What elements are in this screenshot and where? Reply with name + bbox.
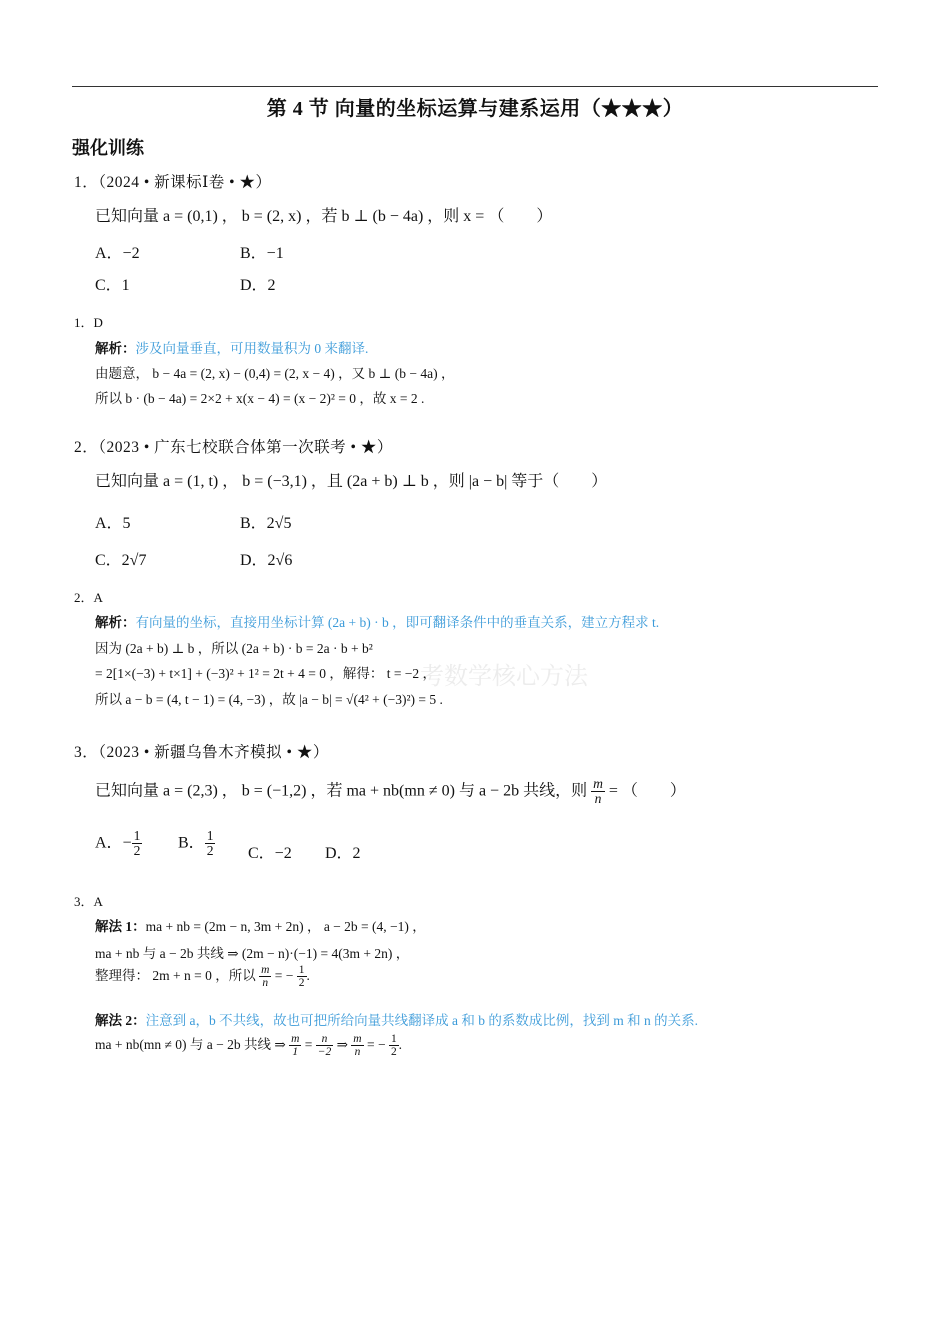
analysis-label: 解析： bbox=[95, 615, 136, 630]
stem-end: = （ ） bbox=[608, 782, 686, 800]
period: . bbox=[306, 968, 310, 983]
fraction bbox=[316, 1033, 333, 1058]
question-2-stem: 已知向量 a = (1, t) ， b = (−3,1) ，且 (2a + b) ⊥ b ，则 |a − b| 等于（ ） bbox=[95, 473, 608, 490]
numerator: m bbox=[261, 964, 270, 977]
numerator: m bbox=[593, 776, 603, 791]
option-b-label: B． bbox=[178, 834, 205, 852]
fraction bbox=[351, 1033, 363, 1058]
numerator: m bbox=[291, 1033, 300, 1046]
denominator: −2 bbox=[317, 1046, 332, 1059]
numerator: 1 bbox=[133, 828, 141, 843]
analysis-note: 有向量的坐标，直接用坐标计算 (2a + b) · b ，即可翻译条件中的垂直关系，建立方程求 t. bbox=[135, 615, 660, 630]
watermark: 考数学核心方法 bbox=[420, 662, 588, 690]
section-heading: 强化训练 bbox=[72, 138, 144, 158]
method-2-line-1 bbox=[95, 1009, 698, 1029]
numerator: 1 bbox=[390, 1033, 397, 1046]
method-1-line-2: ma + nb 与 a − 2b 共线 ⇒ (2m − n)·(−1) = 4(3m + 2n) ， bbox=[95, 946, 410, 961]
page-title: 第 4 节 向量的坐标运算与建系运用（★★★） bbox=[266, 98, 684, 120]
numerator: 1 bbox=[298, 964, 305, 977]
denominator: 2 bbox=[206, 843, 214, 859]
denominator: 1 bbox=[292, 1046, 299, 1059]
equals: = bbox=[304, 1037, 313, 1052]
denominator: n bbox=[594, 791, 602, 807]
equals-minus: = − bbox=[366, 1037, 386, 1052]
fraction bbox=[259, 964, 271, 989]
stem-text: 已知向量 a = (2,3) ， b = (−1,2) ，若 ma + nb(mn ≠ 0) 与 a − 2b 共线，则 bbox=[95, 782, 588, 800]
analysis-2-line-3: = 2[1×(−3) + t×1] + (−3)² + 1² = 2t + 4 = 0 ，解得： t = −2 ， bbox=[95, 666, 437, 681]
question-2-option-c: C．2√7 bbox=[95, 552, 147, 569]
method-2-line-2 bbox=[95, 1033, 402, 1058]
question-3-option-b bbox=[178, 829, 215, 859]
question-1-stem: 已知向量 a = (0,1) ， b = (2, x) ，若 b ⊥ (b − 4a) ，则 x = （ ） bbox=[95, 208, 553, 225]
numerator: m bbox=[353, 1033, 362, 1046]
answer-3: 3．A bbox=[74, 894, 103, 909]
method-2-line-2-text: ma + nb(mn ≠ 0) 与 a − 2b 共线 ⇒ bbox=[95, 1037, 286, 1052]
method-2-label: 解法 2： bbox=[95, 1013, 146, 1028]
answer-2: 2．A bbox=[74, 590, 103, 605]
analysis-2-line-4: 所以 a − b = (4, t − 1) = (4, −3) ，故 |a − b| = √(4² + (−3)²) = 5 . bbox=[95, 692, 443, 707]
numerator: 1 bbox=[206, 828, 214, 843]
option-a-label: A．− bbox=[95, 834, 132, 852]
question-3-option-d: D．2 bbox=[325, 845, 361, 862]
question-3-header: 3．（2023 • 新疆乌鲁木齐模拟 • ★） bbox=[74, 744, 329, 761]
option-b-fraction bbox=[205, 829, 216, 859]
fraction bbox=[289, 1033, 301, 1058]
analysis-1-line-1 bbox=[95, 337, 368, 357]
question-2-option-a: A．5 bbox=[95, 515, 131, 532]
method-1-line-1 bbox=[95, 915, 426, 935]
implies-arrow: ⇒ bbox=[336, 1037, 348, 1052]
question-3-stem bbox=[95, 777, 686, 807]
header-rule bbox=[72, 86, 878, 87]
question-2-option-b: B．2√5 bbox=[240, 515, 292, 532]
question-1-option-d: D．2 bbox=[240, 277, 276, 294]
method-1-line-3 bbox=[95, 964, 310, 989]
denominator: 2 bbox=[133, 843, 141, 859]
equals-minus: = − bbox=[274, 968, 294, 983]
analysis-2-line-2: 因为 (2a + b) ⊥ b ，所以 (2a + b) · b = 2a · b + b² bbox=[95, 641, 373, 656]
denominator: n bbox=[262, 977, 269, 990]
fraction bbox=[297, 964, 307, 989]
answer-1: 1．D bbox=[74, 315, 103, 330]
question-1-header: 1．（2024 • 新课标Ⅰ卷 • ★） bbox=[74, 174, 272, 191]
analysis-note: 涉及向量垂直，可用数量积为 0 来翻译. bbox=[135, 341, 369, 356]
denominator: 2 bbox=[298, 977, 305, 990]
question-2-option-d: D．2√6 bbox=[240, 552, 293, 569]
method-2-note: 注意到 a，b 不共线，故也可把所给向量共线翻译成 a 和 b 的系数成比例，找到 m 和 n 的关系. bbox=[145, 1013, 698, 1028]
denominator: n bbox=[354, 1046, 361, 1059]
question-3-option-a bbox=[95, 829, 142, 859]
period: . bbox=[398, 1037, 403, 1052]
numerator: n bbox=[316, 1033, 333, 1046]
method-1-label: 解法 1： bbox=[95, 919, 146, 934]
question-2-header: 2．（2023 • 广东七校联合体第一次联考 • ★） bbox=[74, 439, 393, 456]
fraction-m-over-n bbox=[591, 777, 605, 807]
option-a-fraction bbox=[132, 829, 143, 859]
analysis-1-line-2: 由题意， b − 4a = (2, x) − (0,4) = (2, x − 4) ，又 b ⊥ (b − 4a) ， bbox=[95, 366, 455, 381]
analysis-1-line-3: 所以 b · (b − 4a) = 2×2 + x(x − 4) = (x − 2)² = 0 ，故 x = 2 . bbox=[95, 391, 425, 406]
method-1-text: ma + nb = (2m − n, 3m + 2n) ， a − 2b = (4, −1) ， bbox=[145, 919, 426, 934]
fraction bbox=[389, 1033, 399, 1058]
question-1-option-a: A．−2 bbox=[95, 245, 140, 262]
question-1-option-b: B．−1 bbox=[240, 245, 284, 262]
question-3-option-c: C．−2 bbox=[248, 845, 292, 862]
denominator: 2 bbox=[390, 1046, 397, 1059]
analysis-2-line-1 bbox=[95, 611, 659, 631]
analysis-label: 解析： bbox=[95, 341, 136, 356]
method-1-line-3-text: 整理得： 2m + n = 0 ，所以 bbox=[95, 968, 256, 983]
question-1-option-c: C．1 bbox=[95, 277, 130, 294]
